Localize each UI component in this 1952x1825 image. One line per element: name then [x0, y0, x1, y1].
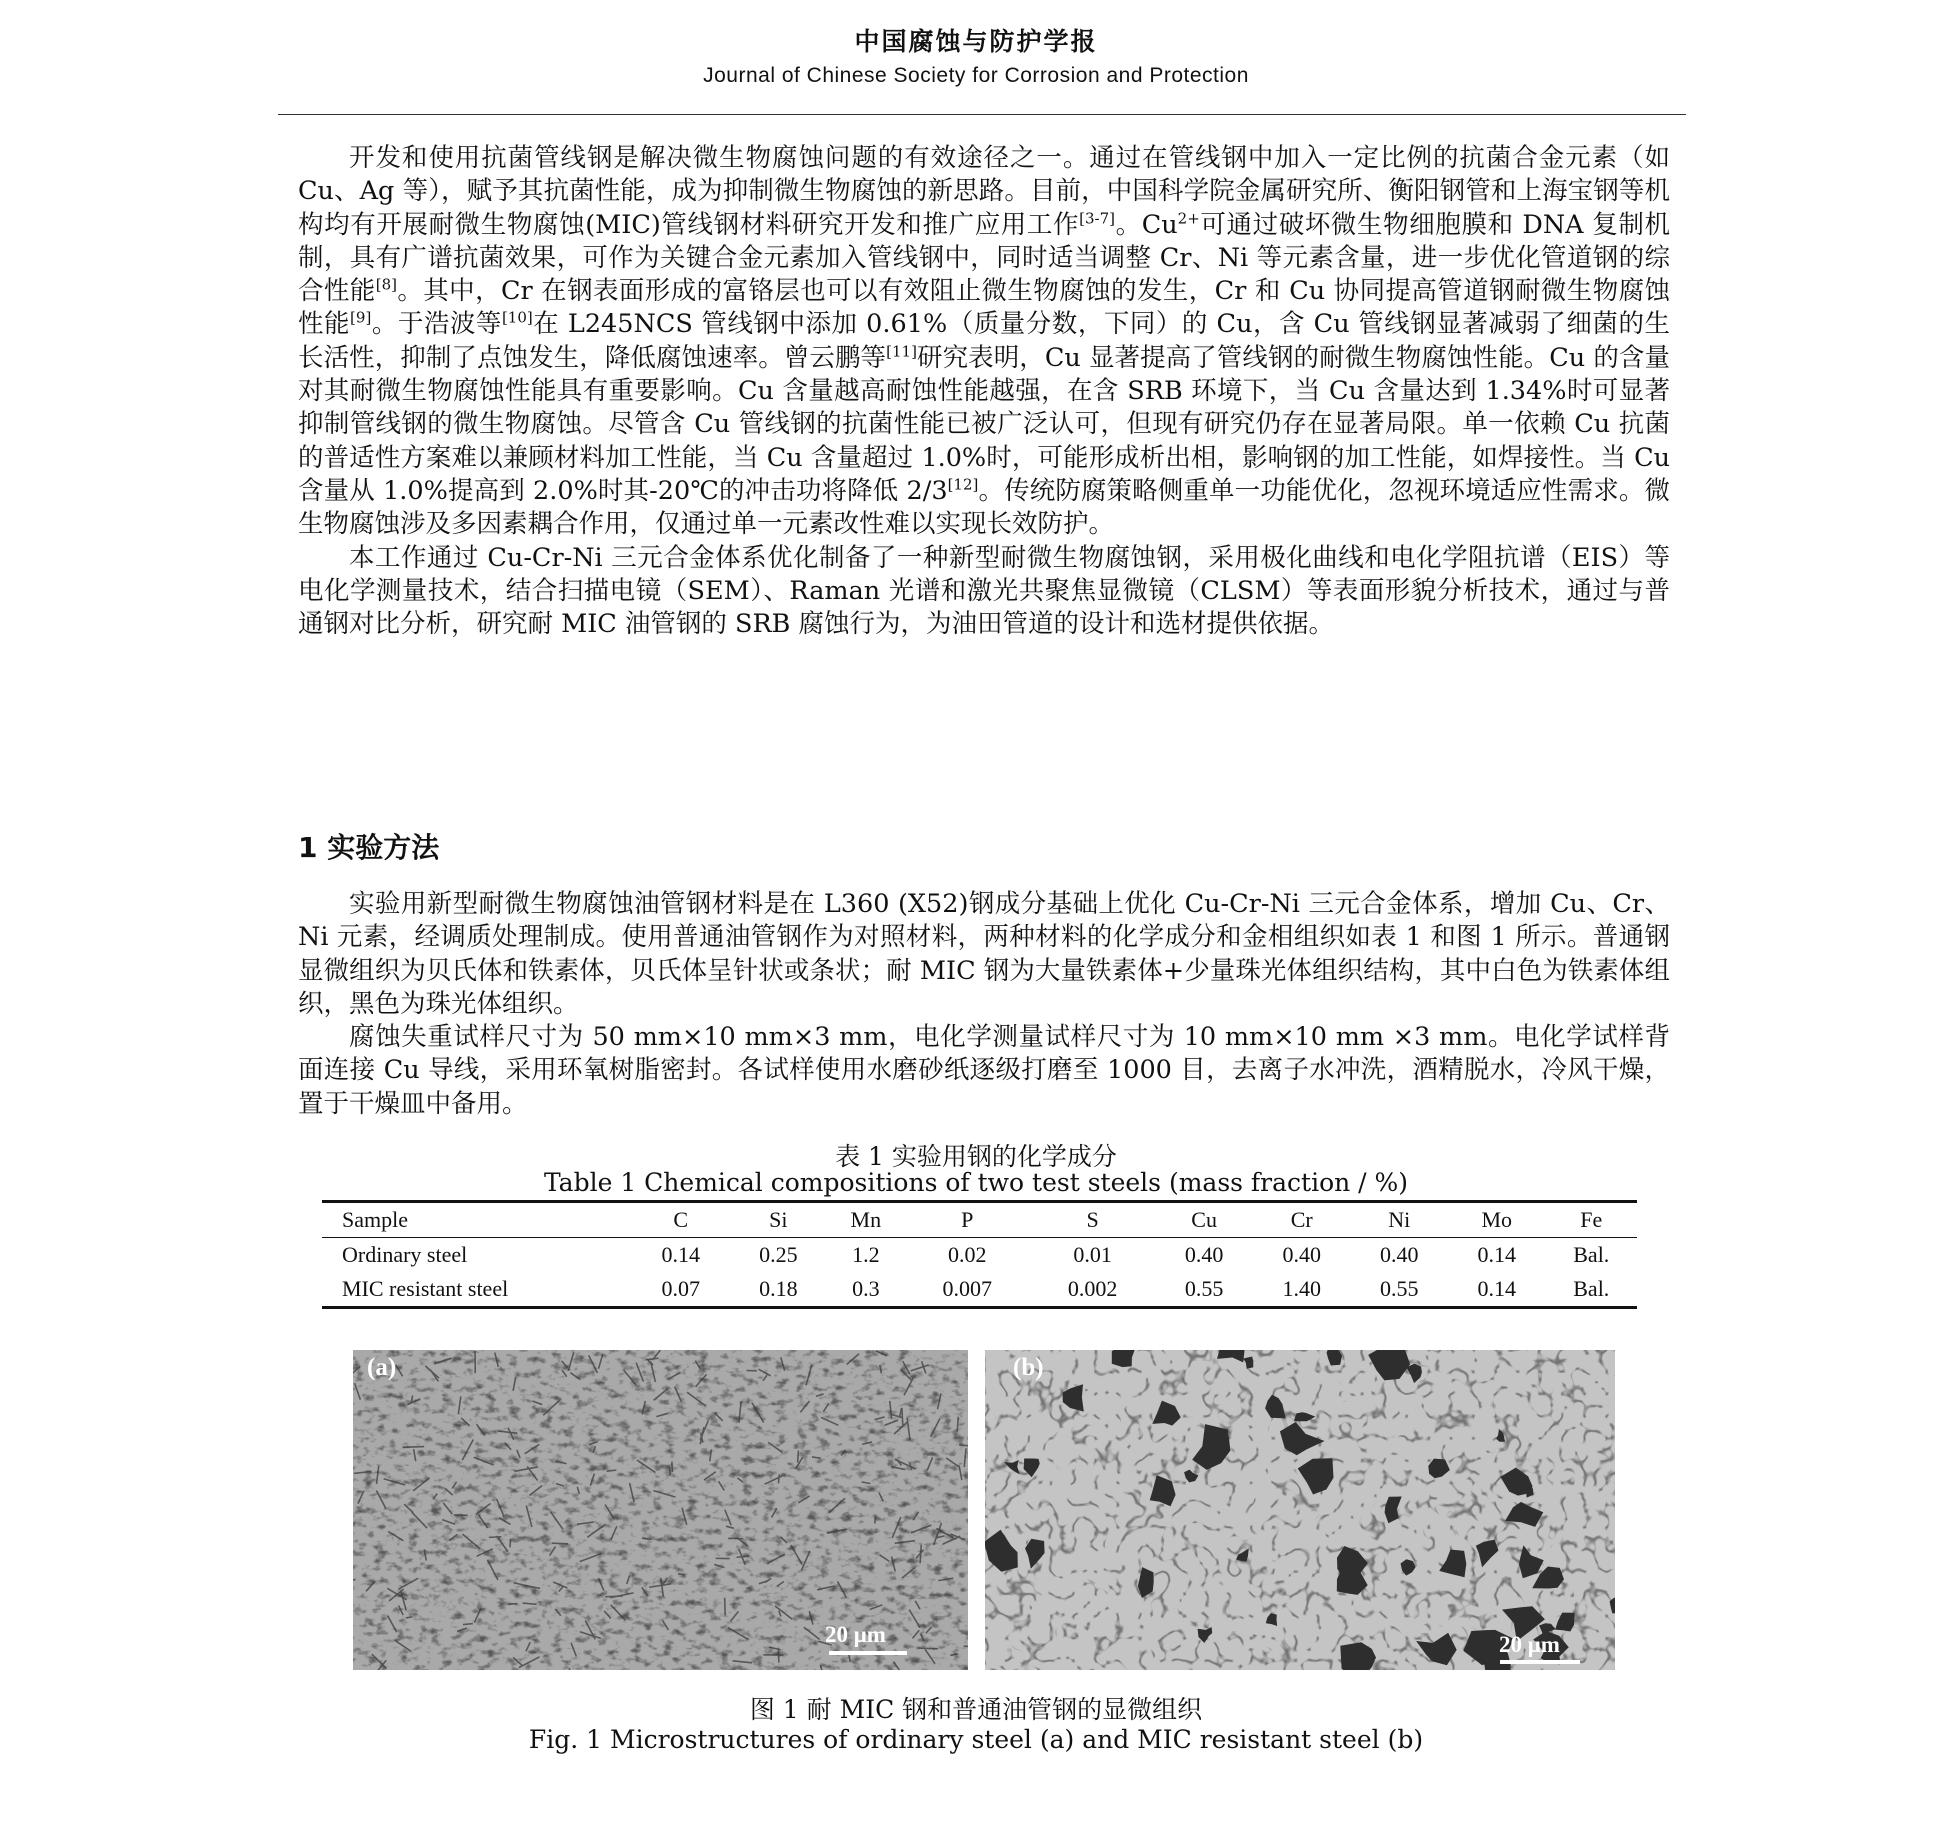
micrograph-mic-resistant-steel [985, 1350, 1615, 1670]
scale-label-a: 20 μm [825, 1622, 886, 1647]
text-run: 。于浩波等 [371, 309, 502, 340]
column-header: S [1086, 1207, 1099, 1232]
table-cell: 0.14 [1477, 1242, 1517, 1267]
citation: [10] [501, 308, 533, 327]
column-header: Mo [1481, 1207, 1513, 1232]
paragraph-samples: 腐蚀失重试样尺寸为 50 mm×10 mm×3 mm，电化学测量试样尺寸为 10 mm×10 mm ×3 mm。电化学试样背面连接 Cu 导线，采用环氧树脂密封。各试样使用水磨砂纸逐级打磨至 1000 目，去离子水冲洗，酒精脱水，冷风干燥，置于干燥皿中备用。 [298, 1022, 1670, 1119]
table-cell: 0.002 [1067, 1276, 1118, 1301]
superscript-charge: 2+ [1177, 209, 1200, 228]
scale-bar-a [829, 1651, 907, 1655]
bainite-needle [918, 1648, 938, 1649]
text-run: 开发和使用抗菌管线钢是解决微生物腐蚀问题的有效途径之一。通过在管线钢中加入一定比例的抗菌合金元素（如 Cu、Ag 等），赋予其抗菌性能，成为抑制微生物腐蚀的新思路。目前，中国科学院金属研究所、衡阳钢管和上海宝钢等机构均有开展耐微生物腐蚀(MIC)管线钢材料研究开发和推广应用工作 [298, 143, 1670, 240]
table-cell: 0.18 [759, 1276, 798, 1301]
table-cell: 0.007 [942, 1276, 992, 1301]
table-cell: 1.2 [852, 1242, 880, 1267]
table-cell: 0.55 [1379, 1276, 1419, 1301]
methods-section [298, 888, 1670, 1121]
table-cell: 0.40 [1379, 1242, 1419, 1267]
intro-section [298, 142, 1670, 641]
table-cell: 0.14 [661, 1242, 701, 1267]
citation: [11] [886, 342, 917, 361]
table-cell: 0.40 [1184, 1242, 1224, 1267]
journal-header [0, 22, 1952, 88]
table-cell: MIC resistant steel [342, 1276, 509, 1301]
column-header: Fe [1580, 1207, 1603, 1232]
micrograph-ordinary-steel [353, 1350, 968, 1670]
bainite-needle [737, 1556, 749, 1557]
text-run: 在 L245NCS 管线钢中添加 0.61%（质量分数，下同）的 Cu，含 Cu 管线钢显著减弱了细菌的生长活性，抑制了点蚀发生，降低腐蚀速率。曾云鹏等 [298, 309, 1670, 373]
column-header: P [961, 1207, 974, 1232]
citation: [12] [947, 475, 979, 494]
table-row [322, 1272, 1637, 1308]
header-divider [278, 114, 1686, 115]
table-row [322, 1238, 1637, 1273]
bainite-needle [406, 1617, 413, 1618]
bainite-needle [875, 1516, 876, 1523]
table-cell: 0.55 [1184, 1276, 1224, 1301]
paragraph-antibacterial-steel [298, 142, 1670, 542]
bainite-needle [489, 1537, 501, 1538]
table-cell: 0.07 [661, 1276, 701, 1301]
column-header: Cr [1290, 1207, 1313, 1232]
table-cell: 0.14 [1477, 1276, 1517, 1301]
bainite-needle [670, 1467, 671, 1476]
bainite-needle [959, 1445, 968, 1446]
column-header: C [673, 1207, 689, 1232]
bainite-needle [463, 1624, 473, 1625]
citation: [8] [375, 275, 397, 294]
micrograph-b-image [985, 1350, 1615, 1670]
table-cell: 0.01 [1073, 1242, 1112, 1267]
column-header: Sample [342, 1207, 408, 1232]
journal-title-cn: 中国腐蚀与防护学报 [854, 27, 1098, 56]
paragraph-materials: 实验用新型耐微生物腐蚀油管钢材料是在 L360 (X52)钢成分基础上优化 Cu-Cr-Ni 三元合金体系，增加 Cu、Cr、Ni 元素，经调质处理制成。使用普通油管钢作为对照材料，两种材料的化学成分和金相组织如表 1 和图 1 所示。普通钢显微组织为贝氏体和铁素体，贝氏体呈针状或条状；耐 MIC 钢为大量铁素体+少量珠光体组织结构，其中白色为铁素体组织，黑色为珠光体组织。 [298, 889, 1670, 1019]
text-run: 。Cu [1115, 209, 1178, 240]
table-cell: Ordinary steel [342, 1242, 468, 1267]
scale-label-b: 20 μm [1499, 1632, 1560, 1657]
bainite-needle [957, 1417, 958, 1432]
text-run: 。其中，Cr 在钢表面形成的富铬层也可以有效阻止微生物腐蚀的发生，Cr 和 Cu 协同提高管道钢耐微生物腐蚀性能 [298, 276, 1670, 340]
table-cell: 0.40 [1282, 1242, 1321, 1267]
table-cell: Bal. [1573, 1242, 1610, 1267]
text-run: 研究表明，Cu 显著提高了管线钢的耐微生物腐蚀性能。Cu 的含量对其耐微生物腐蚀性能具有重要影响。Cu 含量越高耐蚀性能越强，在含 SRB 环境下，当 Cu 含量达到 1.34%时可显著抑制管线钢的微生物腐蚀。尽管含 Cu 管线钢的抗菌性能已被广泛认可，但现有研究仍存在显著局限。单一依赖 Cu 抗菌的普适性方案难以兼顾材料加工性能，当 Cu 含量超过 1.0%时，可能形成析出相，影响钢的加工性能，如焊接性。当 Cu 含量从 1.0%提高到 2.0%时其-20℃的冲击功将降低 2/3 [298, 342, 1670, 506]
section-heading: 1 实验方法 [298, 831, 440, 864]
figure-caption-en: Fig. 1 Microstructures of ordinary steel (a) and MIC resistant steel (b) [528, 1725, 1424, 1754]
bainite-needle [798, 1451, 799, 1463]
column-header: Cu [1191, 1207, 1217, 1232]
table-caption-cn: 表 1 实验用钢的化学成分 [835, 1142, 1117, 1171]
panel-label-a: (a) [367, 1354, 397, 1381]
bainite-needle [778, 1474, 779, 1483]
composition-table [322, 1200, 1637, 1309]
bainite-needle [725, 1598, 726, 1616]
journal-title-en: Journal of Chinese Society for Corrosion and Protection [703, 64, 1249, 87]
text-run: 。传统防腐策略侧重单一功能优化，忽视环境适应性需求。微生物腐蚀涉及多因素耦合作用，仅通过单一元素改性难以实现长效防护。 [298, 475, 1670, 540]
bainite-needle [672, 1462, 673, 1472]
text-run: 可通过破坏微生物细胞膜和 DNA 复制机制，具有广谱抗菌效果，可作为关键合金元素加入管线钢中，同时适当调整 Cr、Ni 等元素含量，进一步优化管道钢的综合性能 [298, 209, 1671, 307]
figure-caption-cn: 图 1 耐 MIC 钢和普通油管钢的显微组织 [749, 1695, 1203, 1724]
table-header-row [322, 1202, 1637, 1238]
table-cell: 0.02 [947, 1242, 987, 1267]
bainite-needle [605, 1596, 623, 1597]
bainite-needle [552, 1543, 568, 1544]
table-caption-en: Table 1 Chemical compositions of two test steels (mass fraction / %) [543, 1168, 1409, 1197]
table-cell: 0.25 [759, 1242, 798, 1267]
table-cell: 0.3 [852, 1276, 880, 1301]
column-header: Si [769, 1207, 788, 1232]
bainite-needle [403, 1447, 424, 1448]
column-header: Ni [1388, 1207, 1411, 1232]
citation: [3-7] [1079, 209, 1115, 228]
column-header: Mn [850, 1207, 882, 1232]
panel-label-b: (b) [1013, 1354, 1044, 1381]
bainite-needle [778, 1648, 779, 1663]
paragraph-this-work: 本工作通过 Cu-Cr-Ni 三元合金体系优化制备了一种新型耐微生物腐蚀钢，采用极化曲线和电化学阻抗谱（EIS）等电化学测量技术，结合扫描电镜（SEM）、Raman 光谱和激光共聚焦显微镜（CLSM）等表面形貌分析技术，通过与普通钢对比分析，研究耐 MIC 油管钢的 SRB 腐蚀行为，为油田管道的设计和选材提供依据。 [298, 542, 1670, 640]
scale-bar-b [1500, 1660, 1580, 1664]
citation: [9] [350, 308, 372, 327]
bainite-needle [607, 1470, 617, 1471]
table-cell: Bal. [1573, 1276, 1610, 1301]
table-cell: 1.40 [1282, 1276, 1321, 1301]
